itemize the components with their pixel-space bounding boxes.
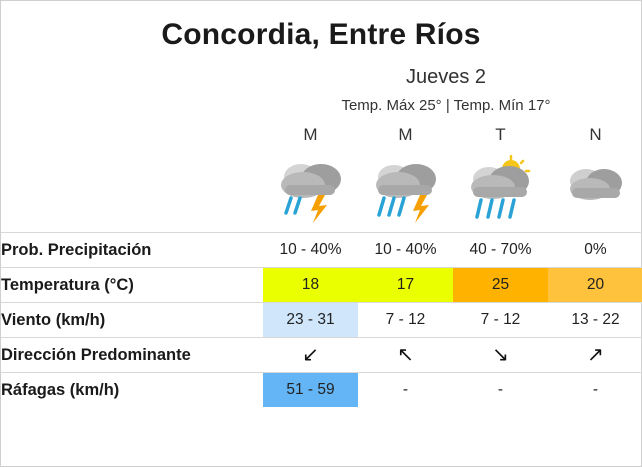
table-row [1,373,642,407]
cell-wind-direction-3 [548,338,642,372]
row-label-wind-direction: Dirección Predominante [1,345,191,364]
cell-gusts-0: 51 - 59 [263,373,358,407]
cell-wind-direction-0 [263,338,358,372]
table-row [1,303,642,337]
cell-wind-direction-1 [358,338,453,372]
weather-icon-cell-2 [453,148,548,232]
sun-cloud-rain-icon [453,155,548,225]
slot-header-0: M [303,125,318,144]
cell-temperature-1: 17 [358,268,453,302]
row-label-gusts: Ráfagas (km/h) [1,380,120,399]
cell-gusts-1: - [402,381,409,398]
table-row [1,268,642,302]
cell-precipitation-2: 40 - 70% [469,241,532,258]
weather-icon-cell-1 [358,148,453,232]
day-header [1,66,641,114]
icon-row-label-spacer [1,148,263,232]
page-title: Concordia, Entre Ríos [161,18,481,51]
table-row [1,338,642,372]
day-label: Jueves 2 [405,66,487,88]
cell-precipitation-1: 10 - 40% [374,241,437,258]
slot-header-row [1,122,642,148]
cell-temperature-0: 18 [263,268,358,302]
arrow-northeast-icon: ↗ [587,343,604,366]
cell-wind-direction-2 [453,338,548,372]
slot-header-1: M [398,125,413,144]
empty-corner [1,122,263,148]
cell-gusts-3: - [592,381,599,398]
cell-gusts-2: - [497,381,504,398]
weather-icon-cell-3 [548,148,642,232]
cell-wind-1: 7 - 12 [385,311,426,328]
storm-rain-icon [263,155,358,225]
row-label-wind: Viento (km/h) [1,310,106,329]
storm-heavy-rain-icon [358,155,453,225]
cell-wind-0: 23 - 31 [263,303,358,337]
arrow-northwest-icon: ↖ [397,343,414,366]
forecast-table [1,122,642,407]
slot-header-3: N [589,125,602,144]
table-row [1,233,642,267]
cell-temperature-2: 25 [453,268,548,302]
row-label-precipitation: Prob. Precipitación [1,240,152,259]
weather-icon-cell-0 [263,148,358,232]
cell-precipitation-3: 0% [584,241,607,258]
slot-header-2: T [495,125,506,144]
icon-row [1,148,642,232]
arrow-southwest-icon: ↙ [302,343,319,366]
cell-wind-2: 7 - 12 [480,311,521,328]
row-label-temperature: Temperatura (°C) [1,275,134,294]
arrow-southeast-icon: ↘ [492,343,509,366]
cell-temperature-3: 20 [548,268,642,302]
cell-wind-3: 13 - 22 [571,311,620,328]
day-temperature-range: Temp. Máx 25° | Temp. Mín 17° [341,97,551,114]
cell-precipitation-0: 10 - 40% [279,241,342,258]
cloud-icon [548,155,642,225]
